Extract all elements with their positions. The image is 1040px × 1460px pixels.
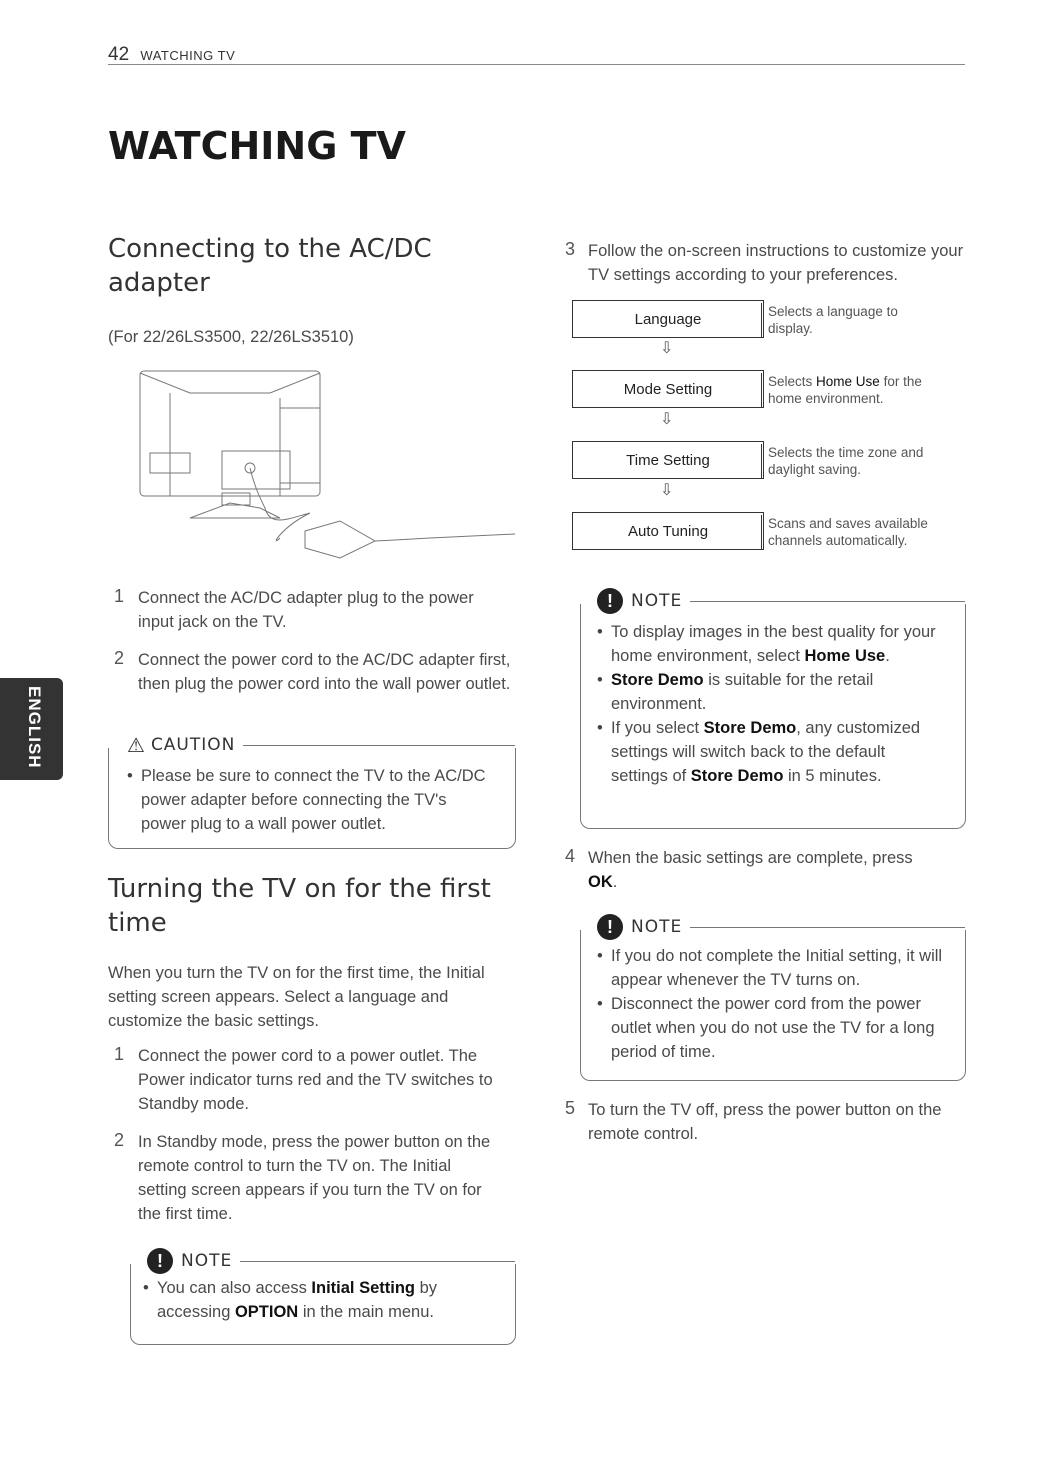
down-arrow-icon: ⇩ bbox=[660, 411, 674, 428]
note-label: NOTE bbox=[631, 917, 683, 937]
section-heading-ac-dc: Connecting to the AC/DC adapter bbox=[108, 234, 432, 298]
step-number: 1 bbox=[114, 1044, 125, 1064]
step-number: 4 bbox=[565, 846, 576, 866]
flow-step-tuning: Auto Tuning bbox=[572, 512, 764, 550]
note-label: NOTE bbox=[181, 1251, 233, 1271]
note-header bbox=[581, 916, 965, 938]
note-icon: ! bbox=[597, 914, 623, 940]
flow-step-mode: Mode Setting bbox=[572, 370, 764, 408]
flow-step-language: Language bbox=[572, 300, 764, 338]
step-number: 5 bbox=[565, 1098, 576, 1118]
step-text: Connect the power cord to a power outlet. The Power indicator turns red and the TV switches to Standby mode. bbox=[138, 1047, 493, 1113]
note-item: • If you do not complete the Initial setting, it will appear whenever the TV turns on. bbox=[591, 944, 946, 992]
note-item: • To display images in the best quality for your home environment, select Home Use. bbox=[591, 620, 941, 668]
step-number: 3 bbox=[565, 239, 576, 259]
step-text: Connect the power cord to the AC/DC adapter first, then plug the power cord into the wall power outlet. bbox=[138, 651, 511, 693]
note-box bbox=[580, 590, 966, 829]
note-header bbox=[131, 1250, 515, 1272]
note-box bbox=[130, 1250, 516, 1345]
step-number: 2 bbox=[114, 1130, 125, 1150]
language-tab bbox=[0, 678, 63, 780]
flow-step-time: Time Setting bbox=[572, 441, 764, 479]
step-number: 2 bbox=[114, 648, 125, 668]
down-arrow-icon: ⇩ bbox=[660, 482, 674, 499]
step-text: To turn the TV off, press the power button on the remote control. bbox=[588, 1101, 942, 1143]
note-header bbox=[581, 590, 965, 612]
caution-box bbox=[108, 734, 516, 849]
model-list: (For 22/26LS3500, 22/26LS3510) bbox=[108, 328, 354, 346]
section-heading-first-time: Turning the TV on for the first time bbox=[108, 874, 491, 938]
warning-icon: ⚠ bbox=[127, 734, 145, 757]
step-text: Connect the AC/DC adapter plug to the power input jack on the TV. bbox=[138, 589, 474, 631]
flow-desc: Selects Home Use for the home environment. bbox=[761, 373, 948, 407]
page-number: 42 bbox=[108, 44, 130, 65]
page-title: WATCHING TV bbox=[108, 124, 406, 168]
note-item: • You can also access Initial Setting by accessing OPTION in the main menu. bbox=[137, 1276, 487, 1324]
note-label: NOTE bbox=[631, 591, 683, 611]
caution-label: CAUTION bbox=[150, 735, 236, 755]
flow-desc: Selects a language to display. bbox=[761, 303, 938, 337]
note-item: • Disconnect the power cord from the power outlet when you do not use the TV for a long period of time. bbox=[591, 992, 946, 1064]
page-header bbox=[108, 44, 235, 66]
step-text: In Standby mode, press the power button on the remote control to turn the TV on. The Initial setting screen appears if you turn the TV on for the first time. bbox=[138, 1133, 491, 1223]
down-arrow-icon: ⇩ bbox=[660, 340, 674, 357]
note-icon: ! bbox=[147, 1248, 173, 1274]
flow-desc: Scans and saves available channels automatically. bbox=[761, 515, 958, 549]
note-item: • If you select Store Demo, any customized settings will switch back to the default settings of Store Demo in 5 minutes. bbox=[591, 716, 941, 788]
language-tab-label: ENGLISH bbox=[25, 686, 44, 769]
step-text: When the basic settings are complete, press OK. bbox=[588, 849, 913, 891]
caution-item: • Please be sure to connect the TV to the AC/DC power adapter before connecting the TV's power plug to a wall power outlet. bbox=[121, 764, 491, 836]
intro-paragraph: When you turn the TV on for the first time, the Initial setting screen appears. Select a language and customize the basic settings. bbox=[108, 964, 485, 1030]
header-section: WATCHING TV bbox=[140, 48, 236, 63]
note-box bbox=[580, 916, 966, 1081]
note-icon: ! bbox=[597, 588, 623, 614]
step-number: 1 bbox=[114, 586, 125, 606]
tv-adapter-illustration bbox=[130, 368, 520, 563]
flow-desc: Selects the time zone and daylight saving. bbox=[761, 444, 938, 478]
caution-header bbox=[109, 734, 515, 756]
header-rule bbox=[108, 64, 965, 65]
step-text: Follow the on-screen instructions to customize your TV settings according to your preferences. bbox=[588, 242, 964, 284]
note-item: • Store Demo is suitable for the retail environment. bbox=[591, 668, 941, 716]
